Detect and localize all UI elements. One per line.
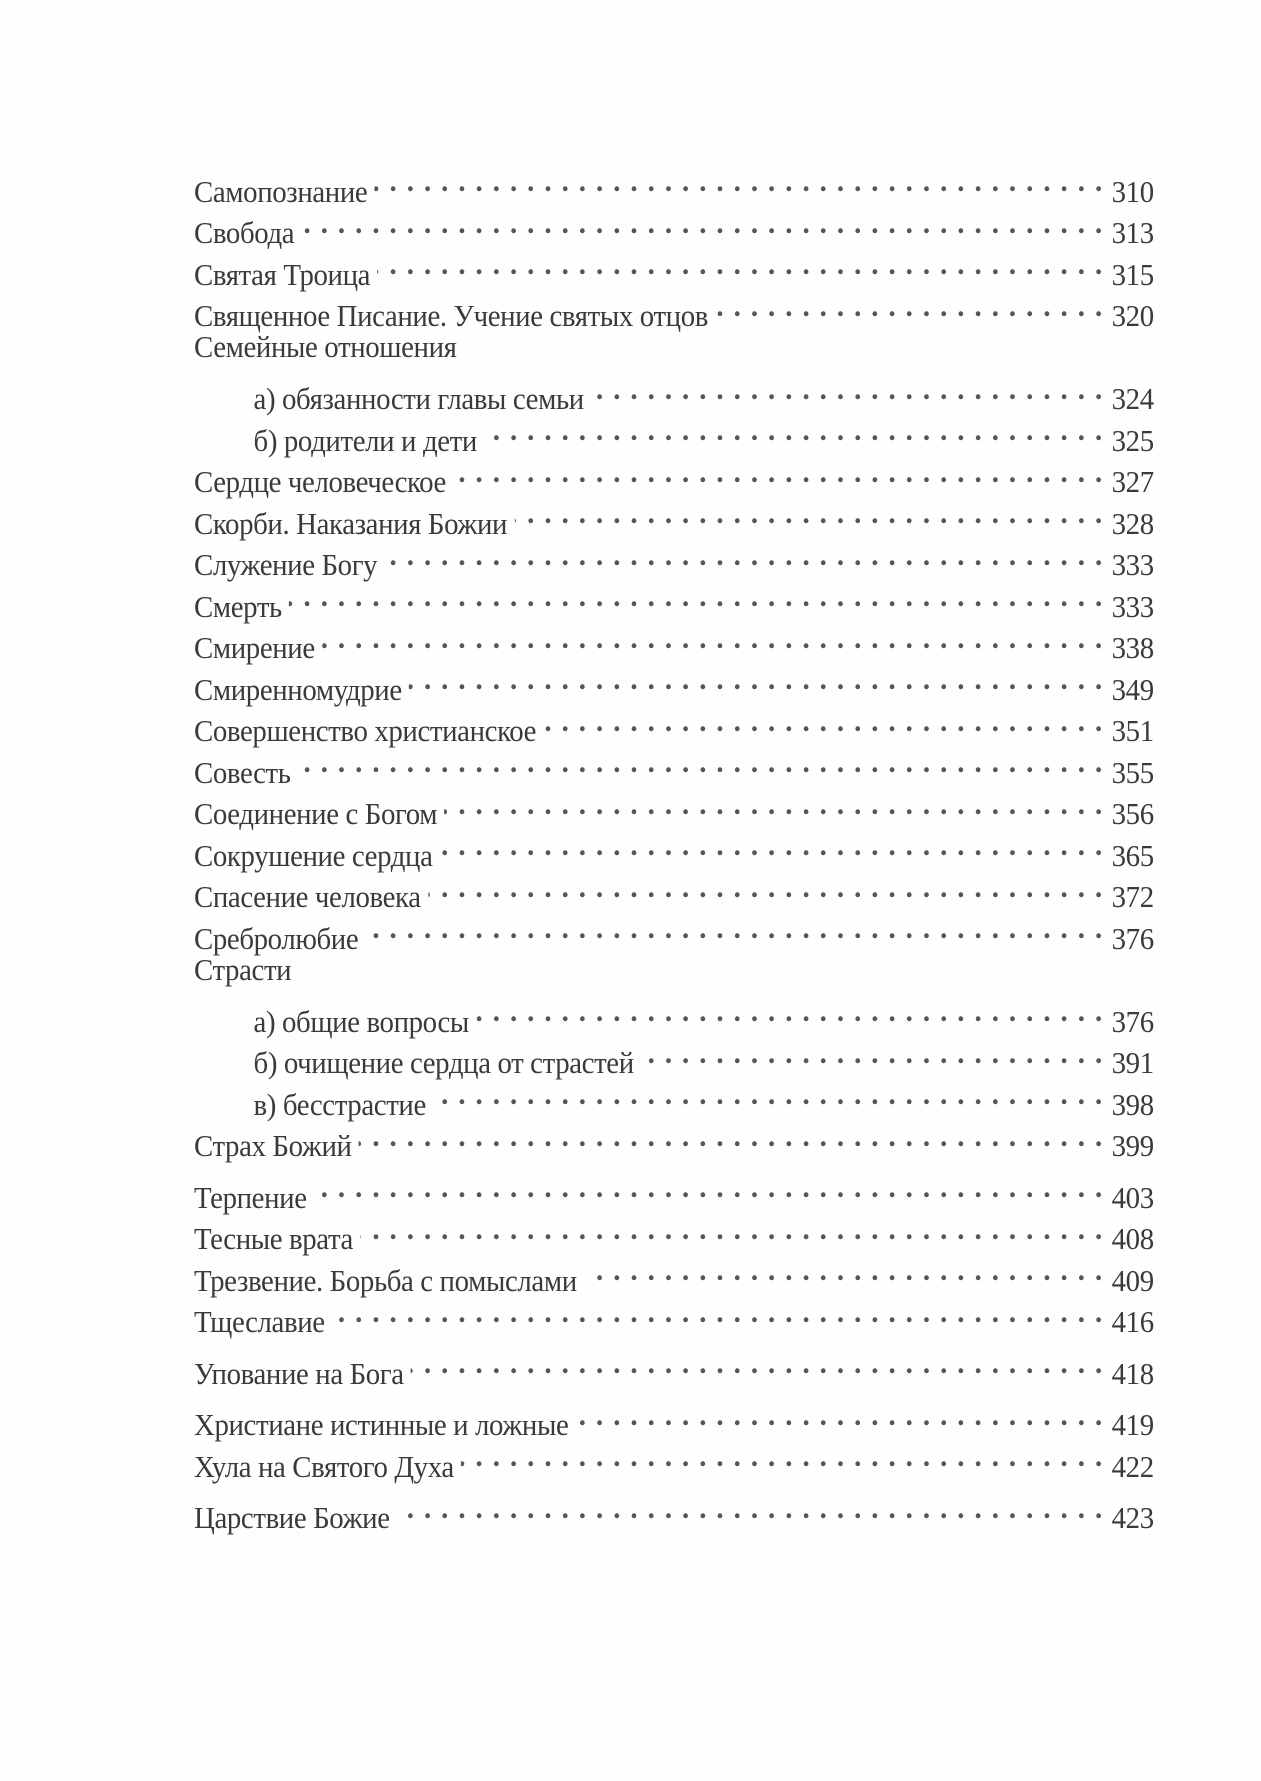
toc-entry-page: 338 xyxy=(1111,630,1154,665)
toc-entry-page: 399 xyxy=(1111,1128,1154,1163)
toc-entry-page: 376 xyxy=(1111,1003,1154,1039)
toc-entry-title: Страх Божий xyxy=(194,1128,352,1163)
toc-entry-page: 320 xyxy=(1111,298,1154,333)
dot-leader xyxy=(332,1291,1103,1333)
toc-entry-title: Священное Писание. Учение святых отцов xyxy=(194,298,709,333)
toc-entry[interactable] xyxy=(194,824,1154,873)
toc-entry-title: б) родители и дети xyxy=(253,422,477,458)
dot-leader xyxy=(397,1487,1103,1529)
toc-entry-page: 372 xyxy=(1111,879,1154,914)
toc-entry[interactable] xyxy=(194,1342,1154,1391)
toc-entry[interactable] xyxy=(194,617,1154,665)
toc-entry-page: 365 xyxy=(1111,837,1154,873)
toc-entry[interactable] xyxy=(194,1291,1154,1339)
dot-leader xyxy=(591,368,1103,410)
toc-entry-title: а) обязанности главы семьи xyxy=(253,381,584,416)
toc-entry[interactable] xyxy=(194,202,1154,250)
toc-entry-title: Царствие Божие xyxy=(194,1500,390,1535)
dot-leader xyxy=(428,866,1103,908)
toc-entry-title: Самопознание xyxy=(194,173,368,209)
toc-entry-title: в) бесстрастие xyxy=(253,1086,426,1122)
dot-leader xyxy=(359,1115,1104,1157)
toc-entry-page: 356 xyxy=(1111,796,1154,831)
toc-entry[interactable] xyxy=(194,1208,1154,1256)
toc-subentry[interactable] xyxy=(194,409,1154,458)
toc-subentry[interactable] xyxy=(194,990,1154,1039)
dot-leader xyxy=(360,1208,1103,1250)
toc-entry-title: Страсти xyxy=(194,951,292,987)
toc-section-heading xyxy=(194,949,1154,991)
toc-entry-title: Сокрушение сердца xyxy=(194,837,433,873)
toc-entry[interactable] xyxy=(194,285,1154,333)
dot-leader xyxy=(484,409,1103,451)
toc-entry-title: Христиане истинные и ложные xyxy=(194,1407,569,1442)
toc-entry-title: Упование на Бога xyxy=(194,1355,404,1391)
toc-entry-title: Смиренномудрие xyxy=(194,671,402,707)
toc-entry-page: 418 xyxy=(1111,1355,1154,1391)
toc-section-heading xyxy=(194,326,1154,368)
dot-leader xyxy=(366,907,1104,949)
toc-entry-title: Свобода xyxy=(194,215,295,250)
dot-leader xyxy=(433,1073,1103,1115)
dot-leader xyxy=(298,741,1104,783)
toc-entry-page: 416 xyxy=(1111,1304,1154,1339)
toc-entry[interactable] xyxy=(194,1249,1154,1298)
dot-leader xyxy=(385,534,1104,576)
dot-leader xyxy=(302,202,1104,244)
toc-entry-page: 324 xyxy=(1111,381,1154,416)
toc-entry[interactable] xyxy=(194,575,1154,624)
dot-leader xyxy=(375,160,1104,202)
toc-entry-page: 355 xyxy=(1111,754,1154,790)
toc-entry-page: 310 xyxy=(1111,173,1154,209)
toc-entry[interactable] xyxy=(194,866,1154,914)
table-of-contents xyxy=(194,160,1154,1535)
dot-leader xyxy=(314,1166,1103,1208)
toc-entry-title: Смерть xyxy=(194,588,282,624)
toc-entry-page: 333 xyxy=(1111,588,1154,624)
toc-entry-page: 376 xyxy=(1111,920,1154,956)
dot-leader xyxy=(641,1032,1103,1074)
toc-entry[interactable] xyxy=(194,1394,1154,1442)
toc-entry-title: Сребролюбие xyxy=(194,920,359,956)
dot-leader xyxy=(378,243,1104,285)
toc-entry-title: Сердце человеческое xyxy=(194,464,446,499)
toc-entry-page: 391 xyxy=(1111,1045,1154,1080)
toc-entry-title: Совершенство христианское xyxy=(194,713,537,748)
toc-entry[interactable] xyxy=(194,783,1154,831)
dot-leader xyxy=(584,1249,1103,1291)
toc-entry-title: Хула на Святого Духа xyxy=(194,1448,454,1484)
toc-entry[interactable] xyxy=(194,243,1154,292)
toc-entry-page: 325 xyxy=(1111,422,1154,458)
toc-entry-page: 408 xyxy=(1111,1221,1154,1256)
toc-entry-title: Скорби. Наказания Божии xyxy=(194,505,508,541)
toc-entry-title: Семейные отношения xyxy=(194,329,457,364)
toc-entry-page: 423 xyxy=(1111,1500,1154,1535)
toc-entry-title: Тщеславие xyxy=(194,1304,325,1339)
toc-entry-title: Совесть xyxy=(194,754,291,790)
dot-leader xyxy=(289,575,1103,617)
toc-entry-title: Служение Богу xyxy=(194,547,378,582)
toc-entry[interactable] xyxy=(194,160,1154,209)
dot-leader xyxy=(715,285,1103,327)
toc-entry[interactable] xyxy=(194,1487,1154,1535)
toc-entry-title: б) очищение сердца от страстей xyxy=(253,1045,634,1080)
dot-leader xyxy=(409,658,1103,700)
toc-entry-page: 315 xyxy=(1111,256,1154,292)
toc-entry-title: Соединение с Богом xyxy=(194,796,438,831)
toc-entry-title: Терпение xyxy=(194,1179,307,1215)
toc-subentry[interactable] xyxy=(194,368,1154,416)
toc-entry[interactable] xyxy=(194,741,1154,790)
dot-leader xyxy=(445,783,1104,825)
dot-leader xyxy=(322,617,1103,659)
toc-entry-page: 349 xyxy=(1111,671,1154,707)
dot-leader xyxy=(476,990,1103,1032)
toc-entry-page: 351 xyxy=(1111,713,1154,748)
toc-subentry[interactable] xyxy=(194,1073,1154,1122)
toc-entry-title: Тесные врата xyxy=(194,1221,353,1256)
dot-leader xyxy=(411,1342,1103,1384)
toc-entry[interactable] xyxy=(194,451,1154,499)
toc-entry-title: Спасение человека xyxy=(194,879,421,914)
toc-entry-title: Святая Троица xyxy=(194,256,371,292)
toc-entry[interactable] xyxy=(194,1115,1154,1163)
dot-leader xyxy=(440,824,1104,866)
dot-leader xyxy=(515,492,1104,534)
dot-leader xyxy=(453,451,1103,493)
toc-entry-page: 328 xyxy=(1111,505,1154,541)
toc-entry-title: Трезвение. Борьба с помыслами xyxy=(194,1262,577,1298)
toc-entry-page: 313 xyxy=(1111,215,1154,250)
toc-entry[interactable] xyxy=(194,492,1154,541)
toc-entry[interactable] xyxy=(194,1166,1154,1215)
toc-entry-page: 327 xyxy=(1111,464,1154,499)
toc-entry-page: 419 xyxy=(1111,1407,1154,1442)
toc-entry-page: 333 xyxy=(1111,547,1154,582)
toc-entry-page: 409 xyxy=(1111,1262,1154,1298)
toc-entry-page: 398 xyxy=(1111,1086,1154,1122)
dot-leader xyxy=(461,1435,1103,1477)
toc-entry[interactable] xyxy=(194,534,1154,582)
toc-entry-title: а) общие вопросы xyxy=(253,1003,469,1039)
toc-entry[interactable] xyxy=(194,907,1154,956)
dot-leader xyxy=(576,1394,1104,1436)
toc-entry[interactable] xyxy=(194,700,1154,748)
toc-entry[interactable] xyxy=(194,658,1154,707)
toc-entry[interactable] xyxy=(194,1435,1154,1484)
toc-entry-page: 422 xyxy=(1111,1448,1154,1484)
toc-subentry[interactable] xyxy=(194,1032,1154,1080)
toc-entry-title: Смирение xyxy=(194,630,315,665)
dot-leader xyxy=(544,700,1104,742)
toc-entry-page: 403 xyxy=(1111,1179,1154,1215)
